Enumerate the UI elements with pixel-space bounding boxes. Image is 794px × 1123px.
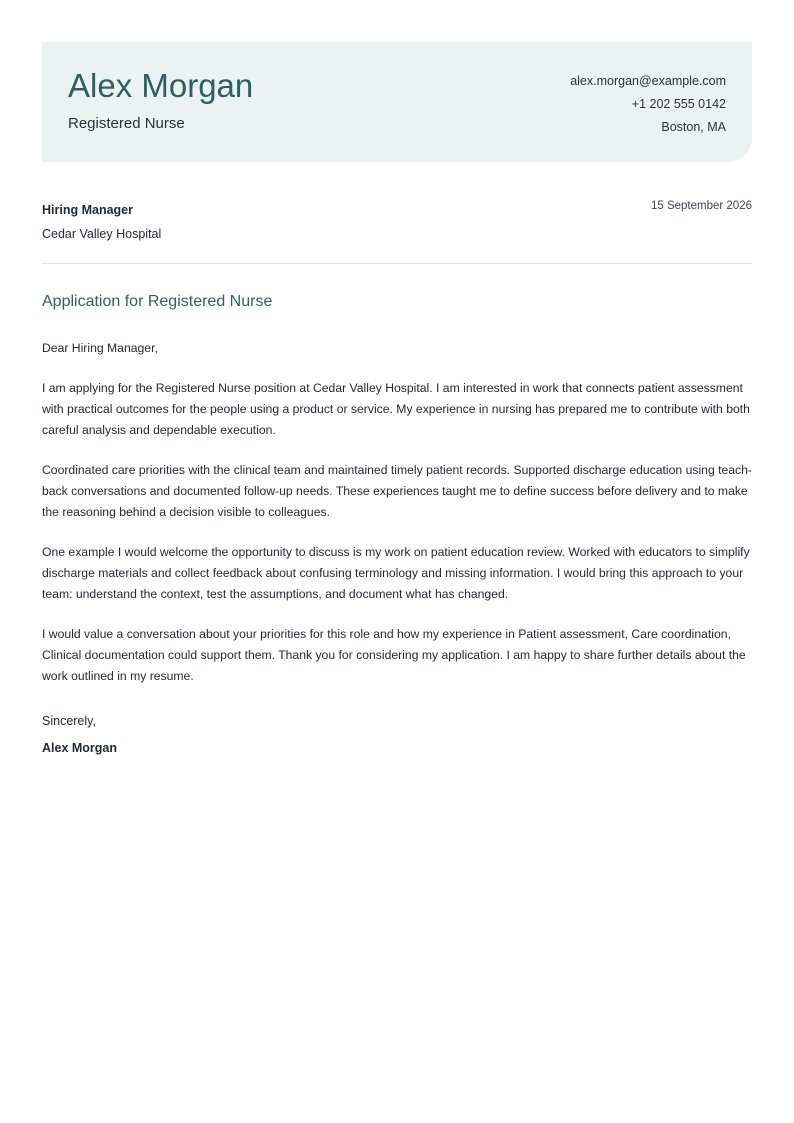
letter-date: 15 September 2026 bbox=[650, 200, 752, 212]
sender-name: Alex Morgan bbox=[68, 67, 254, 104]
recipient-name: Hiring Manager bbox=[42, 203, 133, 217]
body-paragraph: One example I would welcome the opportunity to discuss is my work on patient education review. Worked with educators to simplify discharge materials and collect feedback about confusing terminology and missing information. I would bring this approach to your team: understand the context, test the assumptions, and document what has changed. bbox=[42, 545, 750, 601]
contact-block bbox=[570, 70, 726, 139]
body-paragraph: Coordinated care priorities with the clinical team and maintained timely patient records. Supported discharge education using teach-back conversations and documented follow-up needs. These experiences taught me to define success before delivery and to make the reasoning behind a decision visible to colleagues. bbox=[42, 463, 752, 519]
recipient-block bbox=[42, 198, 161, 246]
divider bbox=[42, 263, 752, 264]
letter-body bbox=[42, 338, 754, 706]
recipient-organization: Cedar Valley Hospital bbox=[42, 227, 162, 241]
letter-subject: Application for Registered Nurse bbox=[42, 293, 273, 310]
body-paragraph: I would value a conversation about your priorities for this role and how my experience in Patient assessment, Care coordination, Clinical documentation could support them. Thank you for considering my application. I am happy to share further details about the work outlined in my resume. bbox=[42, 627, 746, 683]
closing: Sincerely, bbox=[42, 714, 96, 728]
sender-location: Boston, MA bbox=[661, 120, 726, 134]
letter-header bbox=[42, 42, 752, 162]
body-paragraph: I am applying for the Registered Nurse position at Cedar Valley Hospital. I am interested in work that connects patient assessment with practical outcomes for the people using a product or service. My experience in nursing has prepared me to contribute with both careful analysis and dependable execution. bbox=[42, 381, 750, 437]
sender-role: Registered Nurse bbox=[68, 115, 185, 132]
salutation: Dear Hiring Manager, bbox=[42, 341, 158, 355]
sender-phone: +1 202 555 0142 bbox=[631, 97, 726, 111]
signature-name: Alex Morgan bbox=[42, 741, 118, 755]
sender-email: alex.morgan@example.com bbox=[570, 74, 726, 88]
